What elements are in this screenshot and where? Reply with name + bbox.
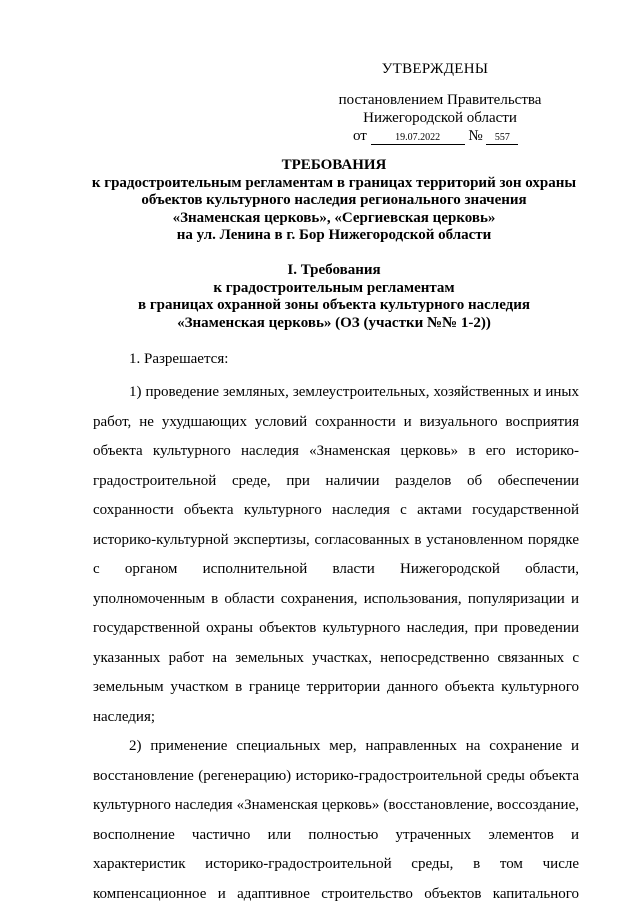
title-line-3: объектов культурного наследия регионального значения: [141, 192, 527, 208]
section-line-4: «Знаменская церковь» (ОЗ (участки №№ 1-2)): [177, 314, 491, 331]
paragraph-2: 2) применение специальных мер, направленных на сохранение и восстановление (регенерацию) историко-градостроительной среды объекта культурного наследия «Знаменская церковь» (восстановление, воссоздание, восполнение частично или полностью утраченных элементов и характеристик историко-градостроительной среды, в том числе компенсационное и адаптивное строительство объектов капитального: [93, 738, 579, 902]
approval-date: 19.07.2022: [371, 132, 465, 145]
approval-line-region: Нижегородской области: [363, 110, 517, 126]
number-sign: №: [468, 128, 483, 144]
title-line-1: ТРЕБОВАНИЯ: [281, 157, 387, 173]
section-line-1: I. Требования: [287, 262, 381, 278]
document-body: [93, 344, 579, 909]
approval-line-resolution: постановлением Правительства: [338, 92, 542, 108]
approval-number: 557: [486, 132, 518, 145]
title-line-4: «Знаменская церковь», «Сергиевская церковь»: [172, 209, 496, 226]
document-title: [60, 157, 608, 245]
item-label: 1. Разрешается:: [129, 351, 229, 367]
approval-date-line: [320, 127, 560, 145]
title-line-5: на ул. Ленина в г. Бор Нижегородской области: [176, 227, 492, 243]
date-prefix: от: [353, 128, 367, 144]
paragraph-1: 1) проведение земляных, землеустроительных, хозяйственных и иных работ, не ухудшающих условий сохранности и визуального восприятия объекта культурного наследия «Знаменская церковь» в его историко-градостроительной среде, при наличии разделов об обеспечении сохранности объекта культурного наследия с актами государственной историко-культурной экспертизы, согласованных в установленном порядке с органом исполнительной власти Нижегородской области, уполномоченным в области сохранения, использования, популяризации и государственной охраны объектов культурного наследия, при проведении указанных работ на земельных участках, непосредственно связанных с земельным участком в границе территории данного объекта культурного наследия;: [93, 384, 579, 725]
section-line-3: в границах охранной зоны объекта культурного наследия: [137, 297, 531, 313]
approval-stamp: [320, 60, 560, 145]
approval-heading: УТВЕРЖДЕНЫ: [381, 61, 489, 77]
section-heading: [60, 262, 608, 332]
title-line-2: к градостроительным регламентам в границах территорий зон охраны: [91, 174, 577, 191]
section-line-2: к градостроительным регламентам: [213, 279, 455, 296]
